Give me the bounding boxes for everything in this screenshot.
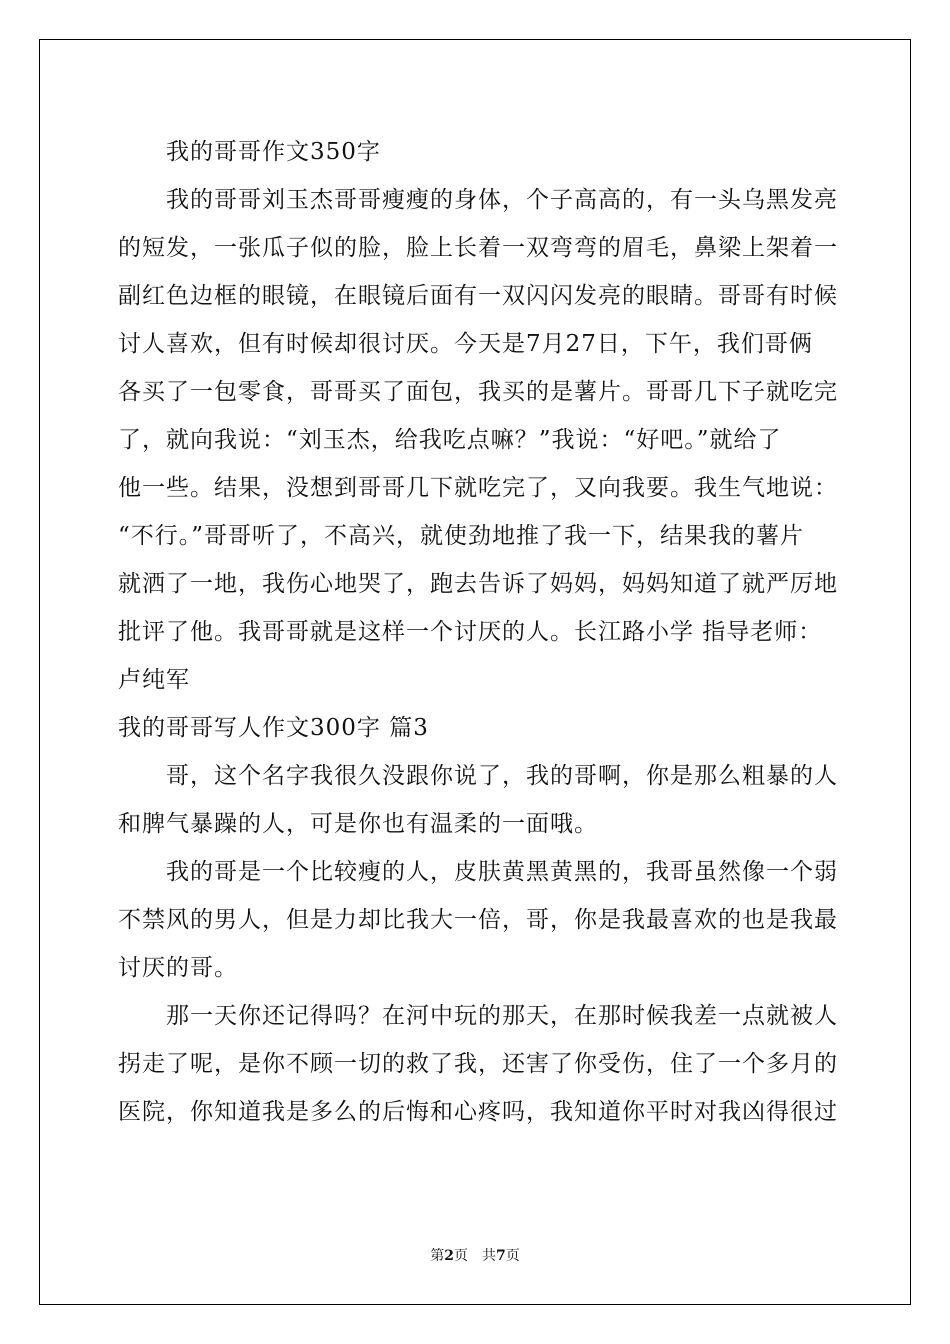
text-line: 他一些。结果，没想到哥哥几下就吃完了，又向我要。我生气地说： [118, 475, 838, 501]
page-suffix: 页 [505, 1248, 520, 1264]
page-mid: 页 共 [454, 1248, 496, 1264]
page-footer [0, 1245, 950, 1265]
section-heading: 我的哥哥写人作文300字 篇3 [118, 715, 429, 741]
text-line: 和脾气暴躁的人，可是你也有温柔的一面哦。 [118, 811, 598, 837]
page-prefix: 第 [430, 1248, 445, 1264]
text-line: 我的哥哥刘玉杰哥哥瘦瘦的身体，个子高高的，有一头乌黑发亮 [166, 187, 838, 213]
text-line: 讨人喜欢，但有时候却很讨厌。今天是7月27日，下午，我们哥俩 [118, 331, 813, 357]
text-line: 拐走了呢，是你不顾一切的救了我，还害了你受伤，住了一个多月的 [118, 1051, 838, 1077]
page-current: 2 [444, 1248, 454, 1264]
document-body [118, 128, 838, 1136]
text-line: 批评了他。我哥哥就是这样一个讨厌的人。长江路小学 指导老师： [118, 619, 823, 645]
text-line: 各买了一包零食，哥哥买了面包，我买的是薯片。哥哥几下子就吃完 [118, 379, 838, 405]
text-line: 副红色边框的眼镜，在眼镜后面有一双闪闪发亮的眼睛。哥哥有时候 [118, 283, 838, 309]
text-line: 哥，这个名字我很久没跟你说了，我的哥啊，你是那么粗暴的人 [166, 763, 838, 789]
text-line: 卢纯军 [118, 667, 190, 693]
text-line: 了，就向我说：“刘玉杰，给我吃点嘛？”我说：“好吧。”就给了 [118, 427, 782, 453]
text-line: 讨厌的哥。 [118, 955, 238, 981]
text-line: 不禁风的男人，但是力却比我大一倍，哥，你是我最喜欢的也是我最 [118, 907, 838, 933]
text-line: 那一天你还记得吗？在河中玩的那天，在那时候我差一点就被人 [166, 1003, 838, 1029]
essay-title: 我的哥哥作文350字 [166, 139, 381, 165]
text-line: 就洒了一地，我伤心地哭了，跑去告诉了妈妈，妈妈知道了就严厉地 [118, 571, 838, 597]
page-total: 7 [496, 1248, 506, 1264]
text-line: 我的哥是一个比较瘦的人，皮肤黄黑黄黑的，我哥虽然像一个弱 [166, 859, 838, 885]
text-line: 医院，你知道我是多么的后悔和心疼吗，我知道你平时对我凶得很过 [118, 1099, 838, 1125]
text-line: 的短发，一张瓜子似的脸，脸上长着一双弯弯的眉毛，鼻梁上架着一 [118, 235, 838, 261]
text-line: “不行。”哥哥听了，不高兴，就使劲地推了我一下，结果我的薯片 [118, 523, 805, 549]
